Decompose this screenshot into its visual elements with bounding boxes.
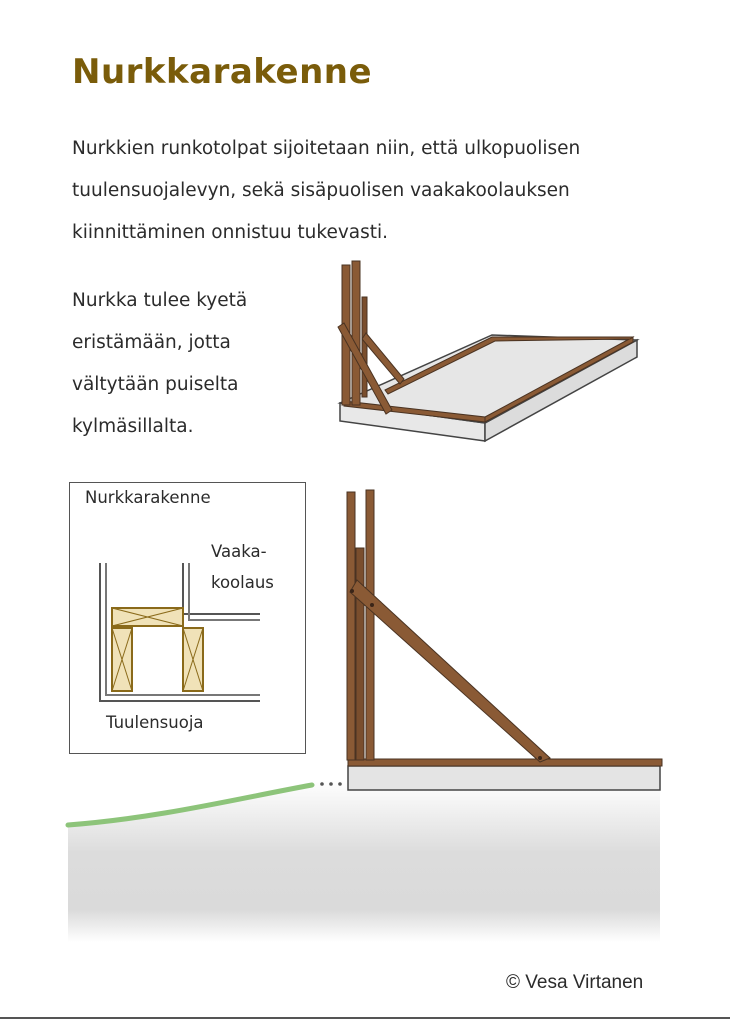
inset-title: Nurkkarakenne — [85, 488, 211, 507]
isometric-corner-illustration — [330, 255, 650, 450]
diagonal-brace — [350, 580, 550, 762]
side-paragraph — [72, 280, 312, 448]
post-inner — [366, 490, 374, 760]
bottom-rule — [0, 1017, 730, 1019]
label-vaakakoolaus-line2: koolaus — [211, 573, 274, 592]
grass-dot — [320, 782, 324, 786]
slab — [348, 766, 660, 790]
side-line: eristämään, jotta — [72, 332, 231, 353]
intro-line: tuulensuojalevyn, sekä sisäpuolisen vaakakoolauksen — [72, 180, 570, 201]
copyright: © Vesa Virtanen — [506, 972, 644, 993]
post-outer — [347, 492, 355, 760]
intro-line: kiinnittäminen onnistuu tukevasti. — [72, 222, 389, 243]
bolt — [538, 756, 542, 760]
grass-dot — [329, 782, 333, 786]
side-line: kylmäsillalta. — [72, 416, 194, 437]
ground — [68, 780, 660, 942]
page-title: Nurkkarakenne — [72, 52, 373, 92]
corner-post-3 — [362, 297, 367, 397]
side-elevation-illustration — [0, 480, 730, 960]
intro-line: Nurkkien runkotolpat sijoitetaan niin, että ulkopuolisen — [72, 138, 581, 159]
side-line: vältytään puiselta — [72, 374, 239, 395]
label-vaakakoolaus-line1: Vaaka- — [211, 542, 267, 561]
intro-paragraph — [72, 128, 692, 254]
side-line: Nurkka tulee kyetä — [72, 290, 248, 311]
corner-post-2 — [352, 261, 360, 405]
bolt — [370, 603, 374, 607]
sill-plate — [348, 759, 662, 766]
bolt — [350, 589, 354, 593]
grass-dot — [338, 782, 342, 786]
label-tuulensuoja: Tuulensuoja — [106, 713, 204, 732]
